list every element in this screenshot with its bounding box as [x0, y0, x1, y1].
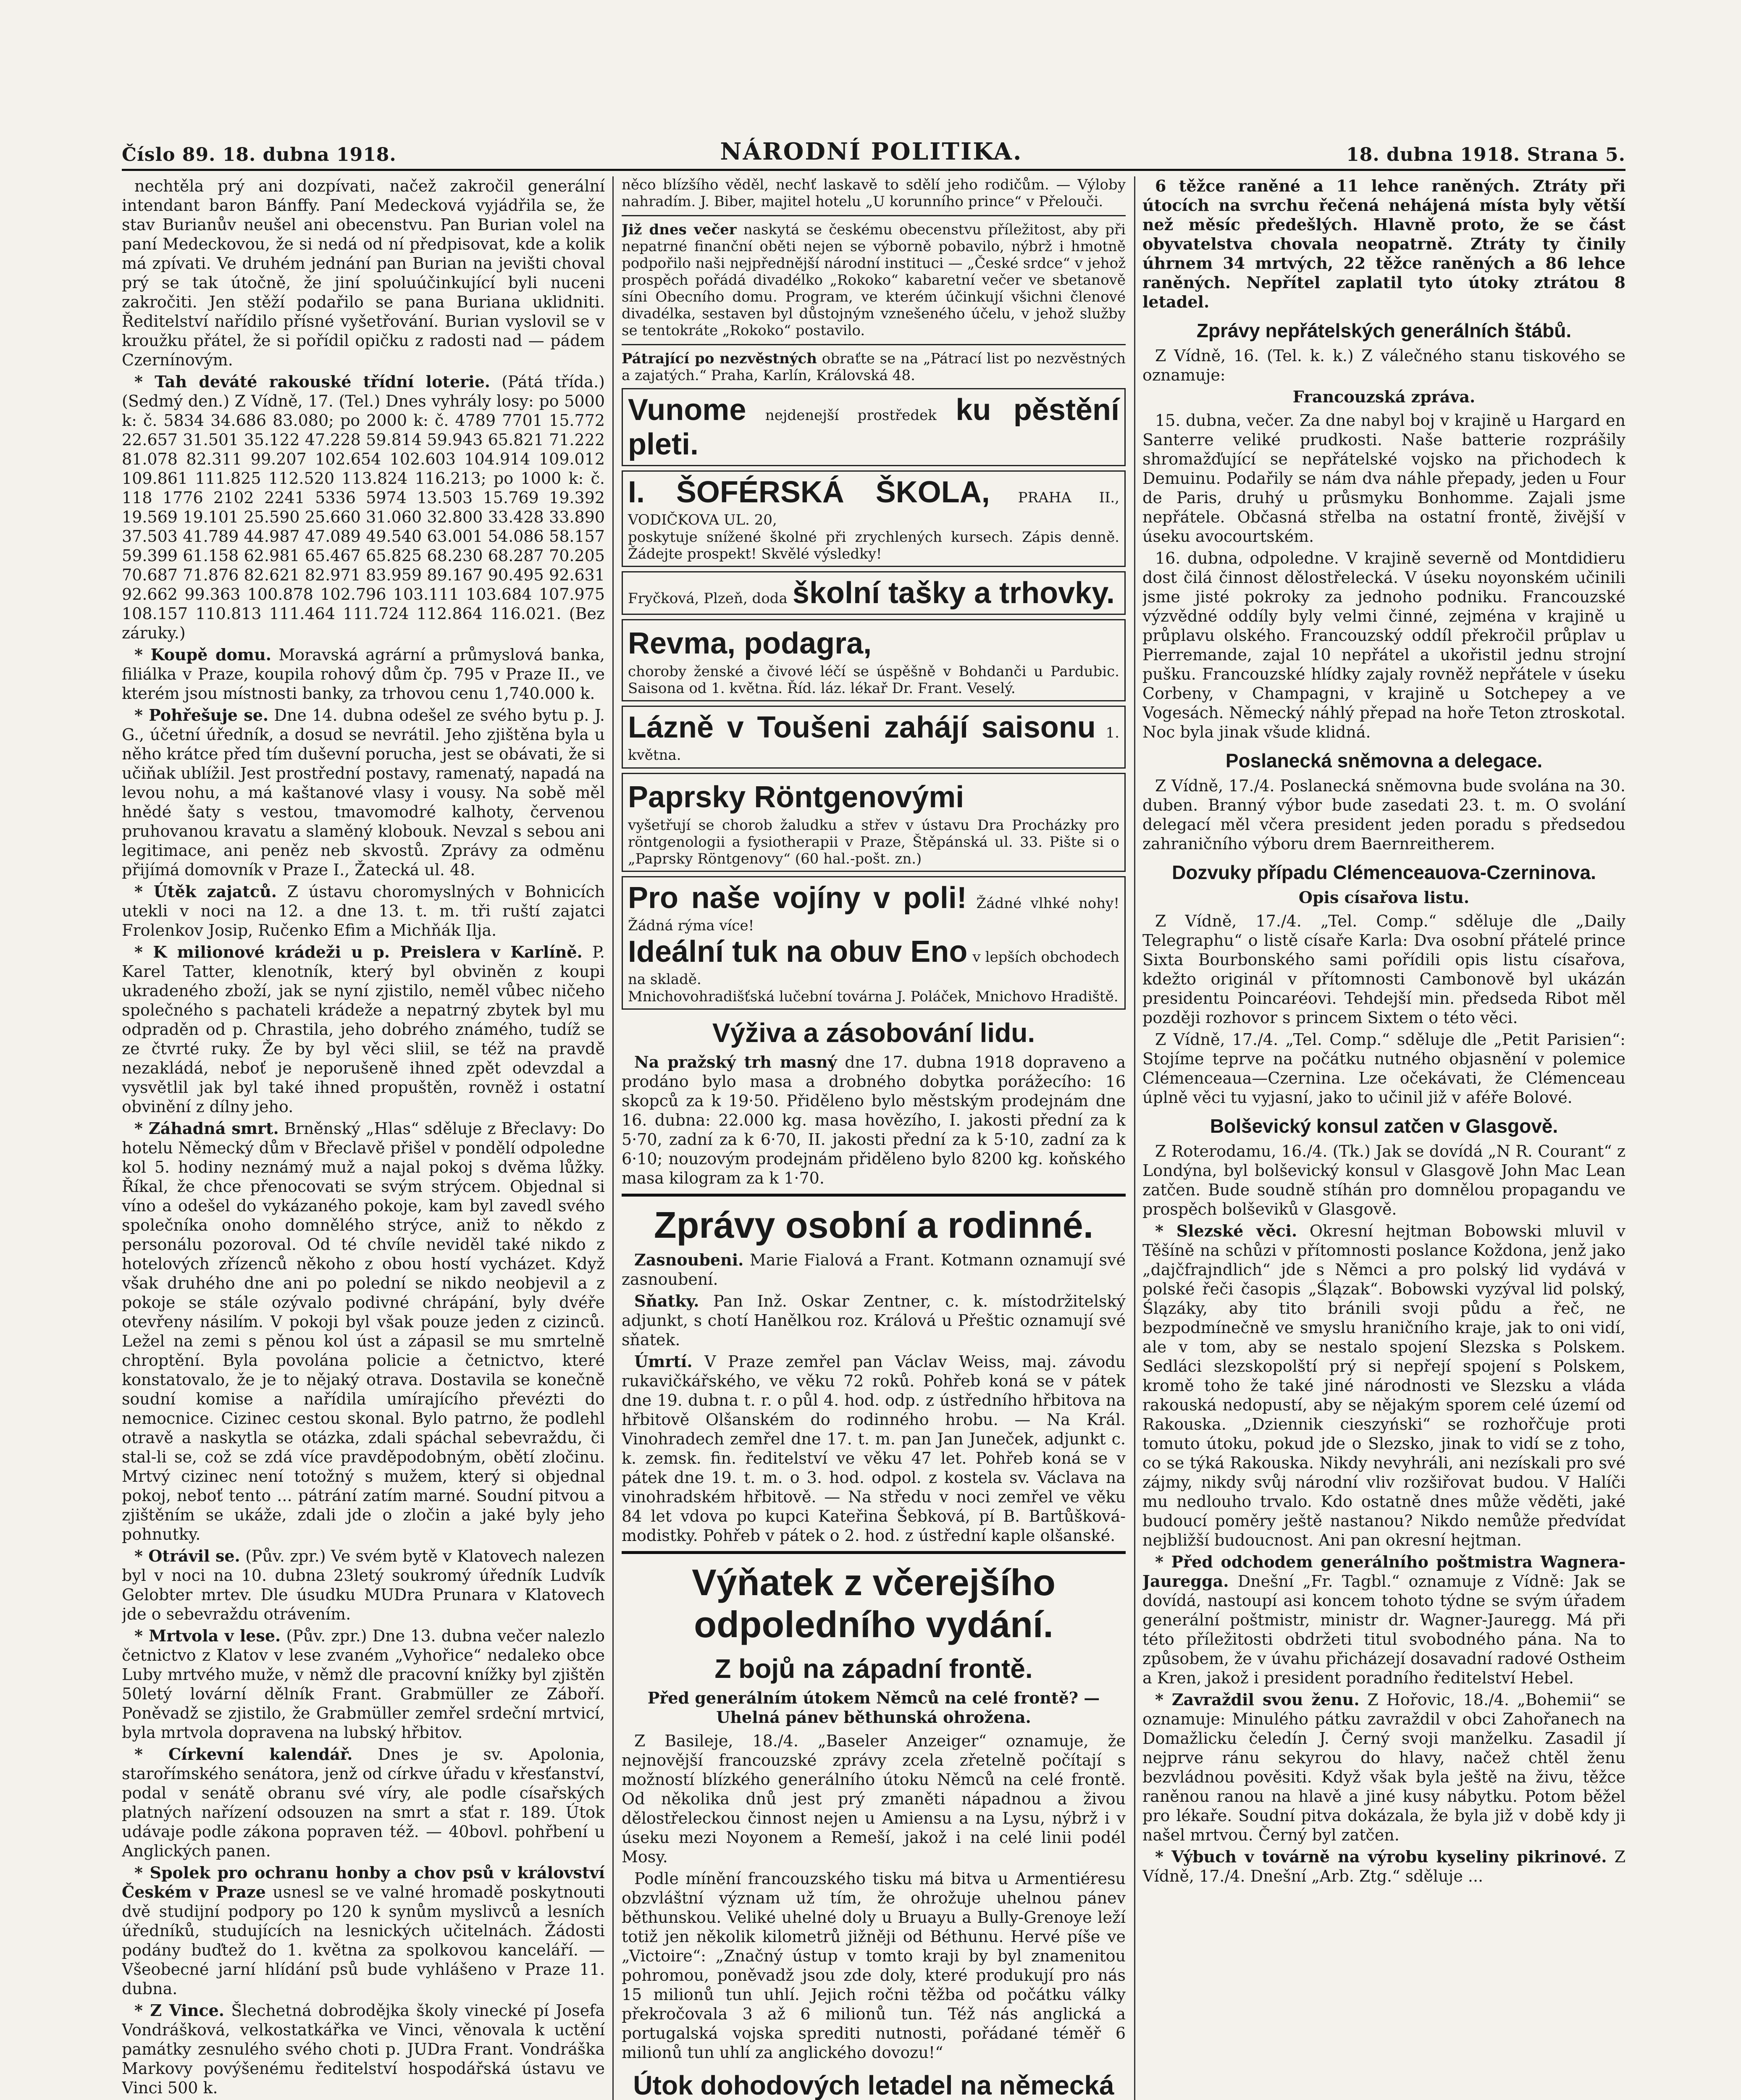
ad-slogan: školní tašky a trhovky.	[792, 576, 1115, 610]
ad-rheumatism	[622, 619, 1126, 701]
section-heading-clemenceau: Dozvuky případu Clémenceauova-Czerninova.	[1172, 861, 1596, 883]
article-heading: * Mrtvola v lese.	[134, 1626, 281, 1645]
article-church-calendar	[122, 1745, 605, 1861]
article-heading: * Útěk zajatců.	[134, 882, 277, 901]
ad-vunome	[622, 388, 1126, 466]
article-weddings	[622, 1292, 1126, 1349]
article-heading: * K milionové krádeži u p. Preislera v Karlíně.	[134, 942, 583, 961]
column-1	[122, 176, 605, 2100]
ad-address: PRAHA II., VODIČKOVA UL. 20,	[628, 489, 1119, 528]
page-number: 18. dubna 1918. Strana 5.	[1346, 144, 1625, 165]
article-glasgow: Z Roterodamu, 16./4. (Tk.) Jak se dovídá „N R. Courant“ z Londýna, byl bolševický konsul v Glasgově John Mac Lean zatčen. Bude soudně stíhán pro domnělou propagandu ve prospěch bolševiků v Glasgově.	[1142, 1142, 1625, 1218]
article-body: Marie Fialová a Frant. Kotmann oznamují své zasnoubení.	[622, 1251, 1126, 1289]
column-3	[1142, 176, 1625, 2100]
article-burian-end: nechtěla prý ani dozpívati, načež zakročil generální intendant baron Bánffy. Paní Medecková vyjádřila se, že stav Burianův neušel ani obecenstvu. Pan Burian volel na paní Medeckovou, že si nedá od ní předpisovat, kde a kolik má zpívati. Ve druhém jednání pan Burian na jevišti choval prý se tak útočně, že jiní spoluúčinkující byli nuceni zakročiti. Jen stěží podařilo se pana Buriana uklidniti. Ředitelství nařídilo přísné vyšetřování. Burian vyslovil se v kroužku přátel, že si pořídil opičku z radosti nad — pádem Czernínovým.	[122, 177, 605, 369]
ad-brand: Lázně v Toušeni zahájí saisonu	[628, 711, 1096, 744]
ad-eno-shoe-grease	[622, 876, 1126, 1010]
article-french-report: 15. dubna, večer. Za dne nabyl boj v krajině u Hargard en Santerre veliké prudkosti. Naše batterie rozprášily shromažďující se nepřátelské vojsko na přichodech k Demuinu. Podařily se nám dva náhle přepady, jeden u Four de Paris, druhý u průsmyku Bonhomme. Zajali jsme nepřátele. Občasná střelba na ostatní frontě, živější v úseku avocourtském.	[1142, 411, 1625, 546]
page-header	[122, 139, 1625, 171]
ad-heading: Již dnes večer	[622, 221, 737, 238]
article-body: Dne 14. dubna odešel ze svého bytu p. J. G., účetní úředník, a dosud se nevrátil. Jeho zjištěna byla u něho krátce před tím duševní porucha, jest se obávati, že si učiňak ublížil. Jest prostřední postavy, ramenatý, napadá na levou nohu, a má kaštanové vlasy i vousy. Na sobě měl hnědé šaty s vestou, tmavomodré kalhoty, červenou pruhovanou kravatu a slaměný klobouk. Nevzal s sebou ani legitimace, ani peněz neb skvostů. Zprávy za odměnu přijímá domovník v Praze I., Žatecká ul. 48.	[122, 706, 605, 879]
ad-seller: Fryčková, Plzeň, doda	[628, 590, 788, 607]
section-heading-western-front: Z bojů na západní frontě.	[714, 1654, 1033, 1684]
ad-body: obraťte se na „Pátrací list po nezvěstných a zajatých.“ Praha, Karlín, Královská 48.	[622, 350, 1126, 384]
article-house-purchase	[122, 645, 605, 703]
article-body: Brněnský „Hlas“ sděluje z Břeclavy: Do hotelu Německý dům v Břeclavě přišel v pondělí odpoledne kol 5. hodiny neznámý muž a najal pokoj s dvěma lůžky. Říkal, že chce přenocovati se svým strýcem. Objednal si víno a odešel do vykázaného pokoje, kam byl zavedl svého společníka onoho domnělého strýce, aniž to někdo z personálu pozoroval. Od té chvíle neviděl také nikdo z hotelových zřízenců někoho z obou hostí vycházet. Když však druhého dne ani po polední se nikdo neobjevil a z pokoje se stále ozývalo podivné chrápání, byly dvéře otevřeny násilím. V pokoji byl však pouze jeden z cizinců. Ležel na zemi s pěnou kol úst a zápasil se mu smrtelně chroptění. Byla povolána policie a četnictvo, které konstatovalo, že je to nějaký otrava. Dostavila se konečně soudní komise a nařídila umírajícího převézti do nemocnice. Cizinec cestou skonal. Bylo patrno, že podlehl otravě a naskytla se otázka, zdali spáchal sebevraždu, či stal-li se, což se zdá více pravděpodobným, obětí zločinu. Mrtvý cizinec není totožný s mužem, který si objednal pokoj, neboť tento ... pátrání zatím marné. Soudní pitvou a zjištěním se ukáže, zdali jde o zločin a jaké byly jeho pohnutky.	[122, 1119, 605, 1544]
ad-slogan: ku pěstění pleti.	[628, 393, 1119, 461]
ad-rokoko	[622, 221, 1126, 339]
article-poisoned	[122, 1546, 605, 1624]
article-theft	[122, 942, 605, 1116]
article-heading: Na pražský trh masný	[634, 1053, 837, 1071]
article-postmaster	[1142, 1552, 1625, 1688]
article-deaths	[622, 1352, 1126, 1545]
article-heading: * Záhadná smrt.	[134, 1119, 279, 1138]
article-escape	[122, 882, 605, 940]
section-heading-glasgow: Bolševický konsul zatčen v Glasgově.	[1210, 1115, 1558, 1137]
ad-body: Mnichovohradišťská lučební továrna J. Poláček, Mnichovo Hradiště.	[628, 988, 1119, 1005]
article-heading: * Výbuch v továrně na výrobu kyseliny pikrinové.	[1155, 1847, 1607, 1866]
article-meat-market	[622, 1053, 1126, 1188]
ad-side-text: v lepších obchodech na skladě.	[628, 949, 1119, 988]
article-body-in-forest	[122, 1626, 605, 1742]
article-body: Z ústavu choromyslných v Bohnicích utekli v noci na 12. a dne 13. t. m. tři ruští zajatci Frolenkov Josip, Ručenko Efim a Michňák Ilja.	[122, 882, 605, 940]
article-body: Dnes je sv. Apolonia, starořímského senátora, jenž od církve úřadu v křesťanství, podal v senátě obranu své víry, ale podle císařských platných nařízení odsouzen na smrt a sťat r. 189. Útok udávaje podle zákona popraven též. — 40bovl. pohřbení u Anglických panen.	[122, 1745, 605, 1860]
newspaper-title: NÁRODNÍ POLITIKA.	[720, 138, 1023, 165]
article-heading: * Pohřešuje se.	[134, 706, 269, 724]
article-missing	[122, 706, 605, 879]
article-body: Z Hořovic, 18./4. „Bohemii“ se oznamuje: Minulého pátku zavraždil v obci Zahořanech na Domažlicku čeledín J. Černý svoji manželku. Zasadil jí nejprve ránu sekyrou do hlavy, načež chtěl ženu bezvládnou pověsiti. Když však byla ještě na živu, těžce raněnou ranou na hlavě a jiné kusy nábytku. Potom běžel pro lékaře. Soudní pitva dokázala, že byla již v době kdy ji našel mrtvou. Černý byl zatčen.	[1142, 1690, 1625, 1844]
column-2	[622, 176, 1126, 2100]
ad-headline: Pro naše vojíny v poli!	[628, 881, 967, 915]
article-basel: Z Basileje, 18./4. „Baseler Anzeiger“ oznamuje, že nejnovější francouzské zprávy zcela zřetelně počítají s možností blízkého generálního útoku Němců na celé frontě. Od několika dnů jest prý zmaněti nápadnou a živou dělostřeleckou činnost nejen u Amiensu a na Lysu, nýbrž i v úseku mezi Noyonem a Remeší, jakož i na celé linii podél Mosy.	[622, 1732, 1126, 1866]
section-heading-personal: Zprávy osobní a rodinné.	[654, 1204, 1094, 1246]
section-heading-food: Výživa a zásobování lidu.	[712, 1018, 1035, 1048]
article-body: Pan Inž. Oskar Zentner, c. k. místodržitelský adjunkt, s chotí Hanělkou roz. Králová u Přeštic oznamují své sňatek.	[622, 1292, 1126, 1349]
article-intro: Z Vídně, 16. (Tel. k. k.) Z válečného stanu tiskového se oznamuje:	[1142, 346, 1625, 384]
article-body: (Pův. zpr.) Ve svém bytě v Klatovech nalezen byl v noci na 10. dubna 23letý soukromý úředník Ludvík Gelobter mrtev. Dle úsudku MUDra Prunara v Klatovech jde o sebevraždu otrávením.	[122, 1547, 605, 1623]
article-mysterious-death	[122, 1119, 605, 1544]
article-body: Šlechetná dobrodějka školy vinecké pí Josefa Vondrášková, velkostatkářka ve Vinci, věnovala k uctění památky zesnulého svého choti p. JUDra Frant. Vondráška Markovy povýšenému ředitelství hospodářská ústavu ve Vinci 500 k.	[122, 2001, 605, 2097]
article-body: Moravská agrární a průmyslová banka, filiálka v Praze, koupila rohový dům čp. 795 v Praze II., ve kterém jsou místnosti banky, za trhovou cenu 1,740.000 k.	[122, 646, 605, 703]
ad-body: poskytuje snížené školné při zrychlených kursech. Zápis denně. Žádejte prospekt! Skvělé výsledky!	[628, 529, 1119, 562]
ad-body: vyšetřují se chorob žaludku a střev v ústavu Dra Procházky pro röntgenologii a fysiotherapii v Praze, Štěpánská ul. 33. Pište si o „Paprsky Röntgenovy“ (60 hal.-pošt. zn.)	[628, 817, 1119, 867]
article-heading: Zasnoubeni.	[634, 1250, 744, 1269]
issue-date: Číslo 89. 18. dubna 1918.	[122, 144, 397, 165]
article-heading: * Slezské věci.	[1155, 1221, 1297, 1240]
article-body: V Praze zemřel pan Václav Weiss, maj. závodu rukavičkářského, ve věku 72 roků. Pohřeb koná se v pátek dne 19. dubna t. r. o půl 4. hod. odp. z ústředního hřbitova na hřbitově Olšanském do rodinného hrobu. — Na Král. Vinohradech zemřel dne 17. t. m. pan Jan Juneček, adjunkt c. k. zemsk. fin. ředitelství ve věku 47 let. Pohřeb koná se v pátek dne 19. t. m. o 3. hod. odpol. z kostela sv. Václava na vinohradském hřbitově. — Na středu v noci zemřel ve věku 84 let vdova po kupci Kateřina Šebková, pí B. Bartůšková-modistky. Pohřeb v pátek o 2. hod. z ústřední kaple olšanské.	[622, 1352, 1126, 1545]
article-silesia	[1142, 1221, 1625, 1550]
column-rule-1	[612, 176, 614, 2100]
ad-brand: Vunome	[628, 393, 746, 427]
article-explosion	[1142, 1847, 1625, 1886]
column-rule-2	[1134, 176, 1135, 2100]
ad-tousen-spa	[622, 706, 1126, 769]
article-vinec	[122, 2001, 605, 2097]
ad-body: choroby ženské a čivové léčí se úspěšně v Bohdanči u Pardubic. Saisona od 1. května. Říd. láz. lékař Dr. Frant. Veselý.	[628, 663, 1119, 697]
ad-brand: I. ŠOFÉRSKÁ ŠKOLA,	[628, 475, 990, 509]
section-subheading: Před generálním útokem Němců na celé frontě? — Uhelná pánev běthunská ohrožena.	[647, 1688, 1100, 1727]
article-heading: * Tah deváté rakouské třídní loterie.	[134, 372, 491, 391]
article-heading: * Spolek pro ochranu honby a chov psů v království Českém v Praze	[122, 1863, 605, 1901]
article-armentieres: Podle mínění francouzského tisku má bitva u Armentiéresu obzvláštní význam už tím, že ohrožuje uhelnou pánev běthunskou. Veliké uhelné doly u Bruayu a Bully-Grenoye leží totiž jen několik kilometrů jižněji od Béthunu. Hervé píše ve „Victoire“: „Značný ústup v tomto kraji by byl znamenitou pohromou, poněvadž jsou zde doly, které produkují pro nás 15 milionů tun uhlí. Jejich ročni těžba od počátku války překročovala 3 až 6 milionů tun. Též nás anglická a portugalská vojska sprediti nutnosti, pořádané téměř 6 milionů tun uhlí za anglického dovozu!“	[622, 1869, 1126, 2062]
ad-xray	[622, 773, 1126, 872]
article-lottery	[122, 372, 605, 643]
section-subheading: Francouzská zpráva.	[1292, 387, 1476, 406]
section-heading-enemy-staff: Zprávy nepřátelských generálních štábů.	[1196, 320, 1572, 341]
article-heading: Sňatky.	[634, 1292, 699, 1310]
article-body: dne 17. dubna 1918 dopraveno a prodáno bylo masa a drobného dobytka porážecího: 16 skopců za k 19·50. Přiděleno bylo městským prodejnám dne 16. dubna: 22.000 kg. masa hovězího, I. jakosti přední za k 5·70, zadní za k 6·70, II. jakosti přední za k 5·10, zadní za k 6·10; nouzovým prodejnám přiděleno bylo 8200 kg. koňského masa kilogram za k 1·70.	[622, 1053, 1126, 1187]
section-heading-extract: Výňatek z včerejšího odpoledního vydání.	[692, 1562, 1056, 1645]
article-french-report-2: 16. dubna, odpoledne. V krajině severně od Montdidieru dost čilá činnost dělostřelecká. V úseku noyonském učinili jsme jisté pokroky za jednoho podniku. Francouzské výzvědné oddíly byly velmi činné, zejména v krajině u průplavu olského. Francouzský oddíl překročil průplav u Pierremande, zajal 10 nepřátel a ukořistil jednu strojní pušku. Francouzské hlídky zajaly rovněž nepřátele v úseku Corbeny, v Champagni, v krajině u Sotchepey a ve Vogesách. Německý náhlý přepad na hoře Teton ztroskotal. Noc byla jinak všude klidná.	[1142, 549, 1625, 741]
ad-date: 1. května.	[628, 724, 1119, 764]
article-body: (Pátá třída.) (Sedmý den.) Z Vídně, 17. (Tel.) Dnes vyhrály losy: po 5000 k: č. 5834 34.686 83.080; po 2000 k: č. 4789 7701 15.772 22.657 31.501 35.122 47.228 59.814 59.943 65.821 71.222 81.078 82.311 99.207 102.654 102.603 104.914 109.012 109.861 111.825 112.520 113.824 116.213; po 1000 k: č. 118 1776 2102 2241 5336 5974 13.503 15.769 19.392 19.569 19.101 25.590 25.660 31.060 32.800 33.428 33.890 37.503 41.789 44.987 47.089 49.540 63.001 54.086 58.157 59.399 61.158 62.981 65.467 65.825 68.230 68.287 70.205 70.687 71.876 82.621 82.971 83.959 89.167 90.495 92.631 92.662 99.363 100.878 102.796 103.111 103.684 107.975 108.157 110.813 111.464 111.724 112.864 116.021. (Bez záruky.)	[122, 373, 605, 642]
ad-side-text: Žádné vlhké nohy! Žádná rýma více!	[628, 895, 1119, 934]
section-heading-parliament: Poslanecká sněmovna a delegace.	[1225, 750, 1543, 772]
article-heading: * Církevní kalendář.	[134, 1745, 353, 1764]
section-heading-air-raids: Útok dohodových letadel na německá	[633, 2070, 1114, 2100]
ad-biber: něco blízšího věděl, nechť laskavě to sdělí jeho rodičům. — Výloby nahradím. J. Biber, majitel hotelu „U korunního prince“ v Přelouči.	[622, 176, 1126, 210]
article-heading: Úmrtí.	[634, 1352, 693, 1371]
ad-heading: Pátrající po nezvěstných	[622, 350, 817, 367]
article-heading: * Z Vince.	[134, 2001, 225, 2020]
ad-body: naskytá se českému obecenstvu příležitost, aby při nepatrné finanční oběti nejen se výborně pobavilo, nýbrž i hmotně podpořilo naši nejpřednější národní instituci — „České srdce“ v jehož prospěch pořádá divadélko „Rokoko“ kabaretní večer ve sbetanově síni Obecního domu. Program, ve kterém účinkují všichni členové divadélka, sestaven byl důstojným vznešeného účelu, v jehož služby se tentokráte „Rokoko“ postavilo.	[622, 221, 1126, 339]
article-engagements	[622, 1250, 1126, 1289]
article-heading: * Otrávil se.	[134, 1546, 240, 1565]
article-body: Okresní hejtman Bobowski mluvil v Těšíně na schůzi v přítomnosti poslance Koždona, jenž jako „dajčfrajndlich“ jde s Němci a pro polský lid vydává v polské řeči časopis „Ślązak“. Bobowski vyzýval lid polský, Ślązáky, aby tito bránili svoji půdu a řeč, ne bezpodmínečně ve smyslu hraničního kraje, jak to oni vidí, ale v tom, aby se nestalo spojení Slezska s Polskem. Sedláci slezskopolští prý si nepřejí spojení s Polskem, kromě toho že také jiné národnosti ve Slezsku a vláda rakouská nedopustí, aby se nějakým sporem celé území od Rakouska. „Dziennik cieszyński“ se rozhořčuje proti tomuto útoku, pokud jde o Slezsko, jinak to vidí se z toho, co se týká Rakouska. Nikdy nevyhráli, ani nezískali pro své zájmy, nikdy svůj národní vliv rozšiřovat budou. V Halíči mu nedlouho trvalo. Kdo ostatně dnes může věděti, jaké budoucí poměry ještě nastanou? Nikdo nemůže předvídat nejbližší budoucnost. Ani pan okresní hejtman.	[1142, 1222, 1625, 1549]
article-body: usnesl se ve valné hromadě poskytnouti dvě studijní podpory po 120 k synům myslivců a lesních úředníků, studujících na lesnických učitelnách. Žádosti podány buďtež do 1. května za spolkovou kanceláří. — Všeobecné jarní hlídání psů bude vyhlášeno v Praze 11. dubna.	[122, 1883, 605, 1998]
article-body: Z Vídně, 17./4. Dnešní „Arb. Ztg.“ sděluje ...	[1142, 1848, 1625, 1885]
ad-tagline: nejdenejší prostředek	[765, 407, 937, 424]
article-petit-parisien: Z Vídně, 17./4. „Tel. Comp.“ sděluje dle „Petit Parisien“: Stojíme teprve na počátku nutného objasnění v polemice Clémenceaua—Czernina. Lze očekávati, že Clémenceau úplně věci tu vyjasní, jako to učinil již v aféře Bolové.	[1142, 1030, 1625, 1107]
article-murder	[1142, 1690, 1625, 1845]
separator	[622, 1194, 1126, 1197]
ad-driving-school	[622, 470, 1126, 567]
article-heading: * Koupě domu.	[134, 645, 271, 664]
ad-brand: Paprsky Röntgenovými	[628, 780, 964, 814]
separator	[622, 344, 1126, 345]
section-subheading: Opis císařova listu.	[1298, 888, 1470, 907]
article-losses: 6 těžce raněné a 11 lehce raněných. Ztráty při útocích na svrchu řečená nehájená místa byly větší než měsíc předešlých. Hlavně proto, že se část obyvatelstva chovala neopatrně. Ztráty ty činily úhrnem 34 mrtvých, 22 těžce raněných a 86 lehce raněných. Nepřítel zaplatil tyto útoky ztrátou 8 letadel.	[1142, 176, 1625, 311]
article-body: Dnešní „Fr. Tagbl.“ oznamuje z Vídně: Jak se dovídá, nastoupí asi koncem tohoto týdne se svým úřadem generální poštmistr, ministr dr. Wagner-Jauregg. Má při této příležitosti obdržeti titul svobodného pána. Na to způsobem, že v úvahu přicházejí dosavadní radové Ostheim a Kren, jakož i president poradního ředitelství Hebel.	[1142, 1572, 1625, 1687]
article-heading: * Zavraždil svou ženu.	[1155, 1690, 1360, 1709]
article-parliament: Z Vídně, 17./4. Poslanecká sněmovna bude svolána na 30. duben. Branný výbor bude zasedati 23. t. m. O svolání delegací měl včera president jeden poradu s předsedou zahraničního výboru drem Baernreitherem.	[1142, 777, 1625, 853]
article-hunting-society	[122, 1863, 605, 1998]
ad-school-bags	[622, 571, 1126, 615]
article-body: (Pův. zpr.) Dne 13. dubna večer nalezlo četnictvo z Klatov v lese zvaném „Vyhořice“ nedaleko obce Luby mrtvého muže, v němž dle pracovní knížky byl zjištěn 50letý lovární dělník Frant. Grabmüller ze Záboří. Poněvadž se zjistilo, že Grabmüller zemřel srdeční mrtvicí, byla mrtvola dopravena na lubský hřbitov.	[122, 1627, 605, 1742]
ad-brand: Ideální tuk na obuv Eno	[628, 935, 968, 969]
ad-missing-persons	[622, 350, 1126, 384]
article-emperor-letter: Z Vídně, 17./4. „Tel. Comp.“ sděluje dle „Daily Telegraphu“ o listě císaře Karla: Dva osobní přátelé prince Sixta Bourbonského sami pořídili opis listu císařova, kdežto originál v přítomnosti Cambonově byl ukázán presidentu Poincaréovi. Tehdejší min. předseda Ribot měl později rozhovor s princem Sixtem o této věci.	[1142, 912, 1625, 1027]
separator	[622, 215, 1126, 216]
article-body: P. Karel Tatter, klenotník, který byl obviněn z koupi ukradeného zboží, jak se nyní zjistilo, neměl vůbec ničeho společného s pachateli krádeže a nepatrný zbytek byl mu odpraděn od p. Chrastila, jeho dobrého známého, tudíž se ze čtvrté ruky. Že by byl věci sliil, se též na pravdě nezakládá, neboť je neporušeně ihned zpět odevzdal a vysvětlil jak byl také ihned propuštěn, rovněž i ostatní obvinění z dílny jeho.	[122, 943, 605, 1116]
separator	[622, 1551, 1126, 1554]
article-heading: * Před odchodem generálního poštmistra Wagnera-Jauregga.	[1142, 1552, 1625, 1591]
ad-brand: Revma, podagra,	[628, 627, 872, 660]
